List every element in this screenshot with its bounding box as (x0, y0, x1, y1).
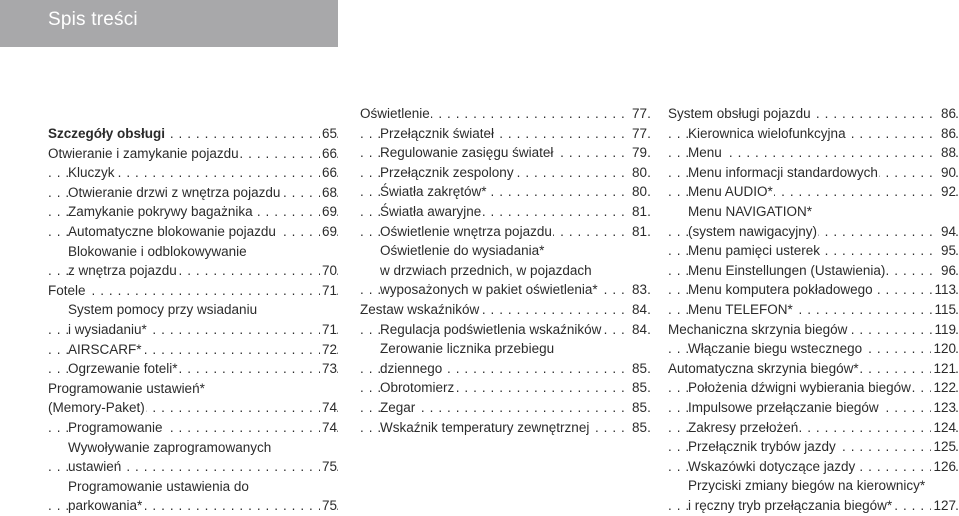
toc-entry-page: 68 (320, 183, 337, 203)
toc-entry[interactable] (48, 163, 340, 183)
toc-entry[interactable] (360, 398, 650, 418)
toc-entry-title: Oświetlenie (360, 106, 430, 121)
toc-entry-page: 74 (320, 398, 337, 418)
toc-entry-title: Zakresy przełożeń (688, 419, 799, 435)
toc-entry[interactable] (48, 124, 340, 144)
toc-entry-page: 80 (630, 163, 647, 183)
toc-entry-title: Menu informacji standardowych (688, 164, 878, 180)
toc-entry-title: Kluczyk (68, 165, 115, 181)
toc-entry[interactable] (668, 143, 959, 163)
toc-entry[interactable] (360, 124, 650, 144)
toc-entry-title: Programowanie (68, 419, 163, 435)
toc-entry-title: Wskazówki dotyczące jazdy (688, 458, 856, 474)
toc-entry-page: 72 (320, 340, 337, 360)
toc-entry[interactable] (48, 281, 340, 301)
toc-entry-title: wyposażonych w pakiet oświetlenia* (380, 282, 598, 298)
toc-entry-title: Zamykanie pokrywy bagażnika (68, 204, 253, 220)
toc-entry[interactable] (360, 143, 650, 163)
toc-entry-title: (system nawigacyjny) (688, 223, 818, 239)
toc-entry-page: 85 (630, 378, 647, 398)
toc-entry-title: Impulsowe przełączanie biegów (688, 399, 879, 415)
toc-entry-page: 126 (931, 457, 956, 477)
toc-entry-title: System pomocy przy wsiadaniu (68, 302, 258, 318)
toc-entry-page: 85 (630, 398, 647, 418)
toc-entry-page: 115 (932, 300, 956, 320)
toc-entry[interactable] (668, 163, 959, 183)
toc-entry-title: AIRSCARF* (68, 341, 142, 357)
toc-entry-title: Otwieranie i zamykanie pojazdu (48, 145, 239, 161)
toc-entry-title: Blokowanie i odblokowywanie (68, 243, 247, 259)
toc-entry-title: Zestaw wskaźników (360, 301, 480, 317)
toc-entry[interactable] (668, 339, 959, 359)
toc-entry-title: Przyciski zmiany biegów na kierownicy* (688, 478, 926, 494)
toc-entry[interactable] (360, 339, 650, 359)
toc-entry-page: 113 (932, 280, 956, 300)
toc-entry[interactable] (48, 496, 340, 516)
page-title: Spis treści (48, 9, 138, 30)
toc-entry[interactable] (48, 340, 340, 360)
toc-entry[interactable] (48, 438, 340, 458)
toc-entry-page: 75 (320, 457, 337, 477)
toc-column-2 (360, 104, 650, 437)
toc-entry-page: 83 (630, 280, 647, 300)
toc-entry[interactable] (48, 222, 340, 242)
toc-entry-title: Położenia dźwigni wybierania biegów (688, 380, 911, 396)
toc-entry-title: Oświetlenie do wysiadania* (380, 243, 545, 259)
toc-entry-title: Szczegóły obsługi (48, 126, 166, 141)
toc-entry[interactable] (668, 496, 959, 516)
toc-entry[interactable] (668, 320, 959, 340)
toc-entry[interactable] (668, 124, 959, 144)
toc-entry[interactable] (668, 398, 959, 418)
toc-entry[interactable] (360, 222, 650, 242)
toc-entry-page: 66 (320, 163, 337, 183)
toc-entry-title: Kierownica wielofunkcyjna (688, 125, 846, 141)
toc-entry[interactable] (360, 163, 650, 183)
toc-entry[interactable] (48, 202, 340, 222)
toc-entry-page: 71 (320, 320, 337, 340)
toc-entry-title: Menu NAVIGATION* (688, 203, 813, 219)
toc-entry-title: Menu komputera pokładowego (688, 282, 873, 298)
toc-entry[interactable] (668, 437, 959, 457)
toc-entry-page: 77 (630, 124, 647, 144)
toc-entry[interactable] (48, 144, 340, 164)
toc-entry-page: 81 (630, 202, 647, 222)
toc-entry-page: 74 (320, 418, 337, 438)
toc-entry[interactable] (668, 280, 959, 300)
toc-entry-title: Menu Einstellungen (Ustawienia) (688, 262, 886, 278)
toc-entry[interactable] (48, 300, 340, 320)
toc-entry-title: Programowanie ustawienia do (68, 478, 249, 494)
toc-entry[interactable] (668, 104, 959, 124)
toc-entry-title: Menu TELEFON* (688, 301, 793, 317)
toc-entry[interactable] (668, 202, 959, 222)
header-bar (0, 0, 338, 47)
toc-entry-title: Światła awaryjne (380, 203, 482, 219)
toc-entry[interactable] (668, 457, 959, 477)
toc-entry-page: 94 (939, 222, 956, 242)
toc-entry-page: 85 (630, 359, 647, 379)
toc-entry-page: 123 (931, 398, 956, 418)
toc-entry-title: Przełącznik zespolony (380, 164, 514, 180)
toc-entry-page: 77 (630, 104, 647, 124)
toc-entry-page: 86 (939, 104, 956, 124)
toc-entry-title: i wysiadaniu* (68, 321, 147, 337)
toc-entry-title: Automatyczna skrzynia biegów* (668, 360, 859, 376)
toc-entry[interactable] (48, 457, 340, 477)
toc-entry-page: 125 (931, 437, 956, 457)
toc-entry-page: 88 (939, 143, 956, 163)
toc-entry-title: (Memory-Paket) (48, 400, 145, 416)
toc-entry-page: 92 (939, 182, 956, 202)
toc-entry[interactable] (360, 300, 650, 320)
toc-entry-page: 96 (939, 261, 956, 281)
toc-entry[interactable] (48, 320, 340, 340)
toc-entry-page: 124 (931, 418, 956, 438)
toc-entry[interactable] (48, 183, 340, 203)
toc-entry-page: 85 (630, 418, 647, 438)
toc-entry[interactable] (360, 418, 650, 438)
toc-entry[interactable] (48, 379, 340, 399)
toc-entry[interactable] (48, 477, 340, 497)
toc-entry[interactable] (668, 418, 959, 438)
toc-entry-page: 71 (320, 281, 337, 301)
toc-entry-title: Wywoływanie zaprogramowanych (68, 439, 272, 455)
toc-entry-title: z wnętrza pojazdu (68, 263, 177, 279)
toc-entry-page: 69 (320, 222, 337, 242)
toc-entry-title: ustawień (68, 459, 122, 475)
toc-entry[interactable] (48, 359, 340, 379)
toc-entry-page: 65 (320, 124, 337, 144)
toc-entry-page: 95 (939, 241, 956, 261)
toc-entry-title: Menu (688, 145, 722, 161)
toc-entry-title: i ręczny tryb przełączania biegów* (688, 497, 893, 513)
toc-entry-title: Oświetlenie wnętrza pojazdu (380, 223, 552, 239)
toc-entry-page: 121 (931, 359, 956, 379)
toc-entry-title: parkowania* (68, 498, 143, 514)
toc-entry-title: Otwieranie drzwi z wnętrza pojazdu (68, 184, 281, 200)
toc-entry-title: Menu AUDIO* (688, 184, 773, 200)
toc-entry[interactable] (360, 182, 650, 202)
toc-entry[interactable] (360, 320, 650, 340)
toc-entry[interactable] (668, 300, 959, 320)
toc-entry-page: 66 (320, 144, 337, 164)
toc-entry[interactable] (668, 476, 959, 496)
toc-entry[interactable] (360, 359, 650, 379)
toc-entry-title: Obrotomierz (380, 380, 455, 396)
toc-entry-title: Włączanie biegu wstecznego (688, 341, 863, 357)
toc-entry[interactable] (360, 261, 650, 281)
toc-column-1 (48, 124, 340, 516)
toc-entry-page: 70 (320, 261, 337, 281)
toc-entry-page: 84 (630, 320, 647, 340)
toc-entry-page: 81 (630, 222, 647, 242)
toc-entry-title: Fotele (48, 282, 86, 298)
toc-entry[interactable] (668, 182, 959, 202)
toc-entry[interactable] (668, 359, 959, 379)
toc-entry-title: System obsługi pojazdu (668, 106, 811, 121)
toc-entry[interactable] (668, 378, 959, 398)
toc-entry-title: Zegar (380, 399, 416, 415)
toc-entry[interactable] (48, 261, 340, 281)
toc-entry-page: 90 (939, 163, 956, 183)
toc-column-3 (668, 104, 959, 515)
toc-entry[interactable] (360, 280, 650, 300)
toc-entry-title: Regulacja podświetlenia wskaźników (380, 321, 602, 337)
toc-entry[interactable] (48, 398, 340, 418)
toc-entry[interactable] (48, 418, 340, 438)
toc-entry[interactable] (48, 242, 340, 262)
toc-entry-page: 86 (939, 124, 956, 144)
toc-entry-title: Ogrzewanie foteli* (68, 361, 178, 377)
toc-entry[interactable] (360, 104, 650, 124)
toc-entry[interactable] (360, 241, 650, 261)
toc-entry-title: Automatyczne blokowanie pojazdu (68, 223, 276, 239)
toc-entry[interactable] (360, 202, 650, 222)
toc-entry[interactable] (668, 222, 959, 242)
toc-entry-page: 84 (630, 300, 647, 320)
toc-entry-page: 120 (931, 339, 956, 359)
toc-entry-page: 79 (630, 143, 647, 163)
toc-entry-title: Menu pamięci usterek (688, 243, 821, 259)
toc-entry-title: Programowanie ustawień* (48, 380, 205, 396)
toc-entry-title: Mechaniczna skrzynia biegów (668, 321, 848, 337)
toc-entry-title: Przełącznik świateł (380, 125, 495, 141)
toc-entry-page: 69 (320, 202, 337, 222)
toc-entry-page: 122 (931, 378, 956, 398)
toc-entry[interactable] (668, 241, 959, 261)
toc-entry-page: 119 (932, 320, 956, 340)
toc-entry-title: Wskaźnik temperatury zewnętrznej (380, 419, 590, 435)
toc-entry-title: Światła zakrętów* (380, 184, 487, 200)
toc-entry-title: Przełącznik trybów jazdy (688, 439, 836, 455)
toc-entry-title: Zerowanie licznika przebiegu (380, 341, 555, 357)
toc-entry-title: dziennego (380, 360, 443, 376)
toc-entry-page: 127 (931, 496, 956, 516)
toc-entry-page: 75 (320, 496, 337, 516)
toc-entry[interactable] (360, 378, 650, 398)
toc-entry[interactable] (668, 261, 959, 281)
toc-entry-title: Regulowanie zasięgu świateł (380, 145, 554, 161)
toc-entry-page: 73 (320, 359, 337, 379)
toc-entry-title: w drzwiach przednich, w pojazdach (380, 262, 592, 278)
toc-entry-page: 80 (630, 182, 647, 202)
